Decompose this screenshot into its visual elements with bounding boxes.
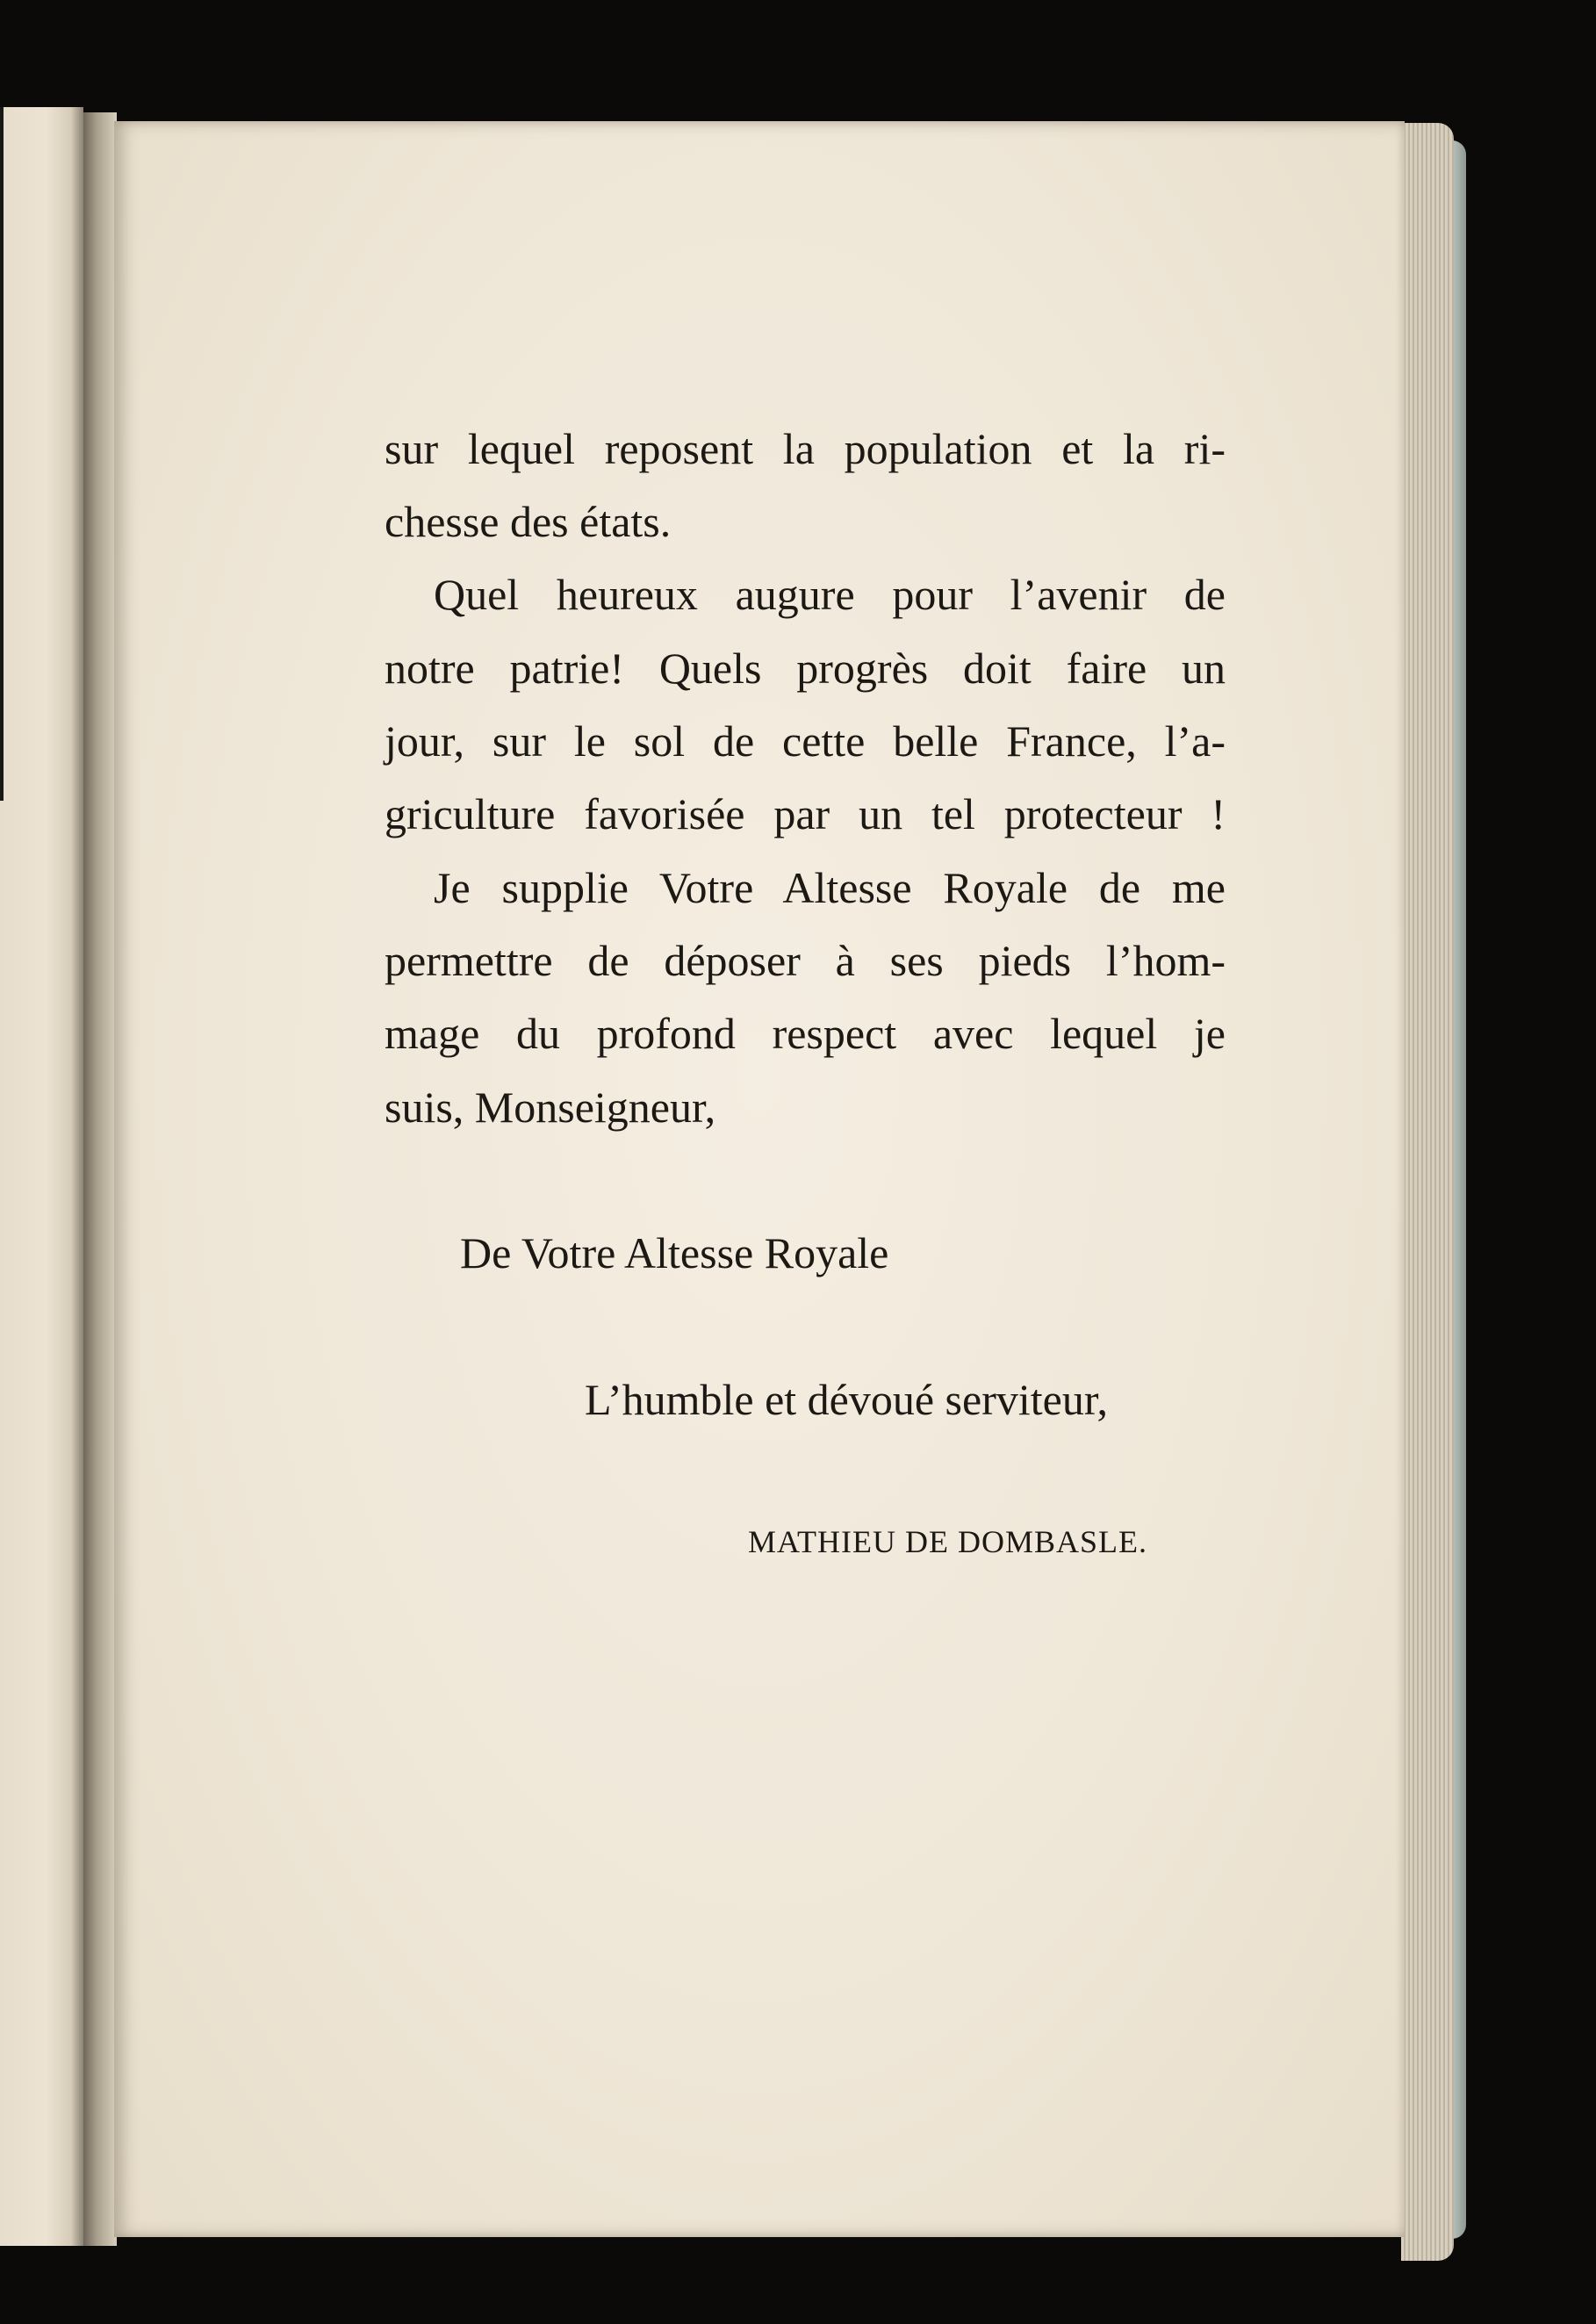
left-facing-page-edge [0,107,83,2246]
left-page-shadow [0,107,4,801]
text-line: griculture favorisée par un tel protecteur ! [385,789,1226,838]
closing: L’humble et dévoué serviteur, [585,1375,1108,1424]
text-line: Je supplie Votre Altesse Royale de me [434,863,1226,912]
text-line: chesse des états. [385,497,672,546]
salutation: De Votre Altesse Royale [460,1228,889,1277]
signature: MATHIEU DE DOMBASLE. [748,1524,1147,1559]
book-gutter [83,112,117,2246]
page-edge-stack [1401,123,1454,2261]
text-line: mage du profond respect avec lequel je [385,1009,1226,1058]
book-page [114,121,1405,2237]
text-line: suis, Monseigneur, [385,1083,716,1132]
text-line: notre patrie! Quels progrès doit faire un [385,644,1226,693]
text-line: jour, sur le sol de cette belle France, l’a- [385,716,1226,766]
text-line: sur lequel reposent la population et la ri- [385,424,1226,473]
text-line: permettre de déposer à ses pieds l’hom- [385,936,1226,985]
text-line: Quel heureux augure pour l’avenir de [434,570,1226,619]
